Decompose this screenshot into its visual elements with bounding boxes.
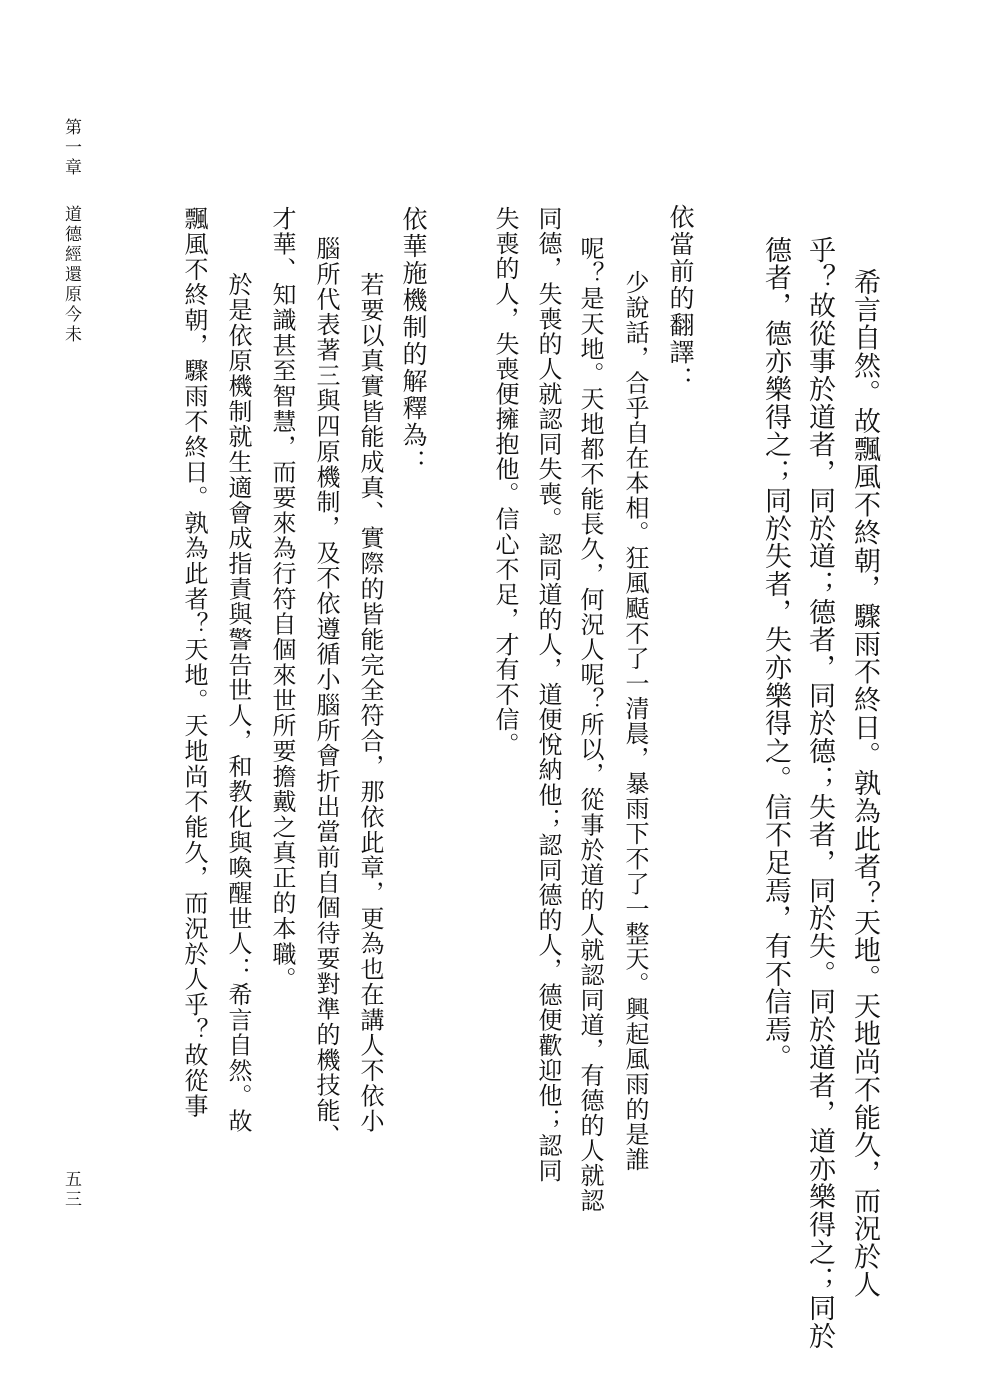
current-translation-line-2: 呢？是天地。天地都不能長久，何況人呢？所以，從事於道的人就認同道，有德的人就認: [576, 236, 604, 1213]
current-translation-line-3: 同德，失喪的人就認同失喪。認同道的人，道便悅納他；認同德的人，德便歡迎他；認同: [534, 206, 562, 1183]
current-translation-heading: 依當前的翻譯：: [666, 204, 695, 393]
interpretation-line-5: 飄風不終朝，驟雨不終日。孰為此者？天地。天地尚不能久，而況於人乎？故從事: [180, 206, 208, 1119]
page-number: 五三: [61, 1170, 81, 1210]
original-text-line-2: 乎？故從事於道者，同於道；德者，同於德；失者，同於失。同於道者，道亦樂得之；同於: [804, 236, 835, 1350]
running-head-book-title: 道德經還原今未: [61, 205, 81, 345]
interpretation-heading: 依華施機制的解釋為：: [399, 206, 428, 476]
interpretation-line-4: 於是依原機制就生適會成指責與警告世人，和教化與喚醒世人：希言自然。故: [224, 272, 252, 1134]
original-text-line-3: 德者，德亦樂得之；同於失者，失亦樂得之。信不足焉，有不信焉。: [760, 236, 791, 1072]
interpretation-line-2: 腦所代表著三與四原機制，及不依遵循小腦所會折出當前自個待要對準的機技能、: [312, 236, 340, 1149]
current-translation-line-4: 失喪的人，失喪便擁抱他。信心不足，才有不信。: [491, 206, 519, 758]
interpretation-line-1: 若要以真實皆能成真、實際的皆能完全符合，那依此章，更為也在講人不依小: [356, 272, 384, 1134]
current-translation-line-1: 少說話，合乎自在本相。狂風颳不了一清晨，暴雨下不了一整天。興起風雨的是誰: [621, 270, 649, 1172]
running-head-chapter: 第一章: [61, 118, 81, 178]
original-text-line-1: 希言自然。故飄風不終朝，驟雨不終日。孰為此者？天地。天地尚不能久，而況於人: [849, 268, 880, 1299]
interpretation-line-3: 才華、知識甚至智慧，而要來為行符自個來世所要擔戴之真正的本職。: [268, 206, 296, 992]
